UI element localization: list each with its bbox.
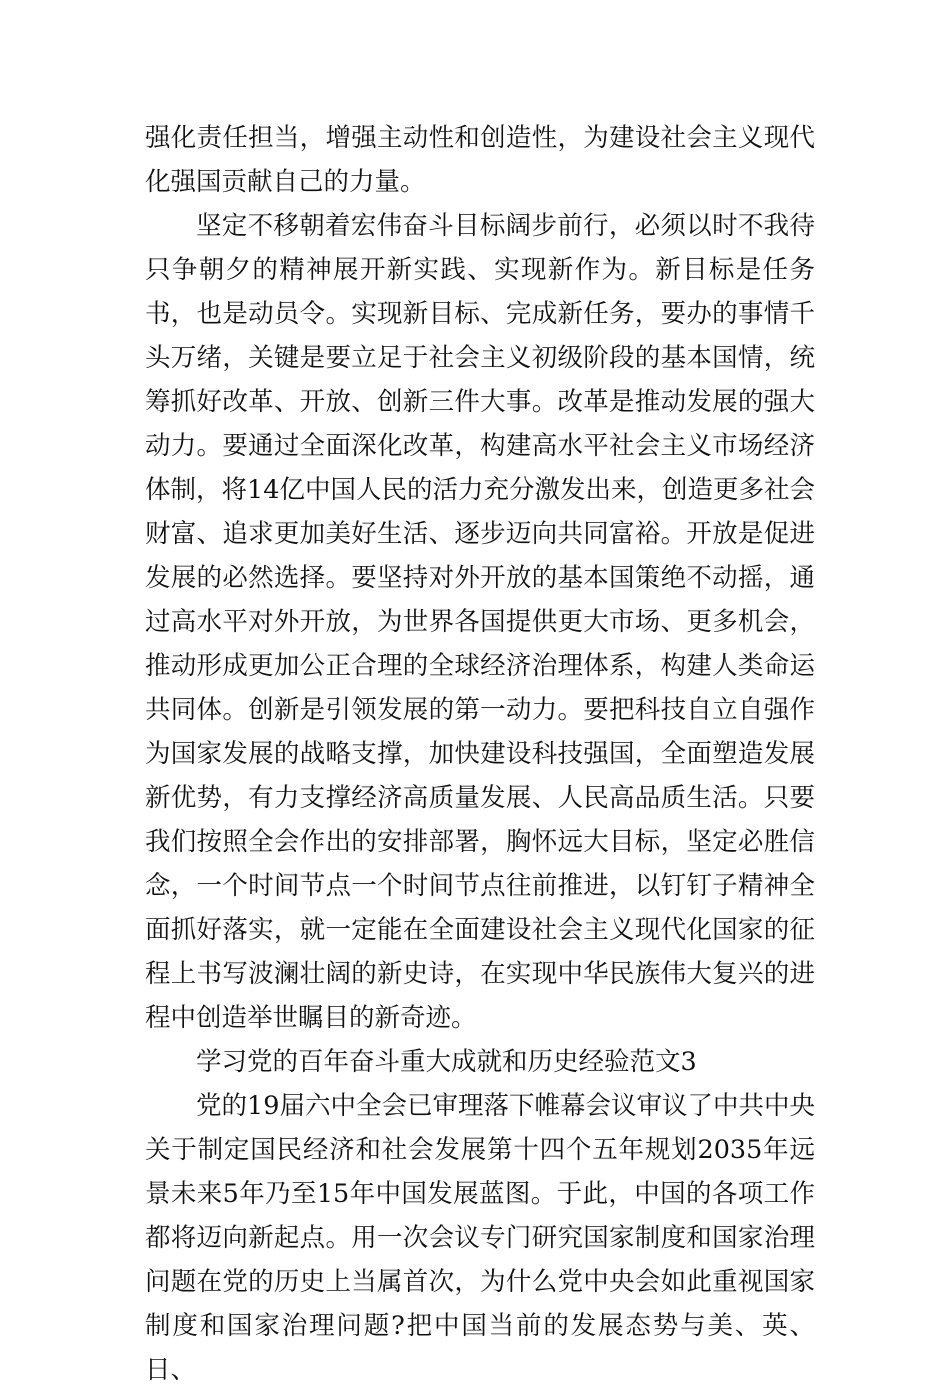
paragraph-continuation: 强化责任担当，增强主动性和创造性，为建设社会主义现代化强国贡献自己的力量。 (145, 123, 815, 197)
paragraph-main: 坚定不移朝着宏伟奋斗目标阔步前行，必须以时不我待只争朝夕的精神展开新实践、实现新作为。新目标是任务书，也是动员令。实现新目标、完成新任务，要办的事情千头万绪，关键是要立足于社会主义初级阶段的基本国情，统筹抓好改革、开放、创新三件大事。改革是推动发展的强大动力。要通过全面深化改革，构建高水平社会主义市场经济体制，将14亿中国人民的活力充分激发出来，创造更多社会财富、追求更加美好生活、逐步迈向共同富裕。开放是促进发展的必然选择。要坚持对外开放的基本国策绝不动摇，通过高水平对外开放，为世界各国提供更大市场、更多机会，推动形成更加公正合理的全球经济治理体系，构建人类命运共同体。创新是引领发展的第一动力。要把科技自立自强作为国家发展的战略支撑，加快建设科技强国，全面塑造发展新优势，有力支撑经济高质量发展、人民高品质生活。只要我们按照全会作出的安排部署，胸怀远大目标，坚定必胜信念，一个时间节点一个时间节点往前推进，以钉钉子精神全面抓好落实，就一定能在全面建设社会主义现代化国家的征程上书写波澜壮阔的新史诗，在实现中华民族伟大复兴的进程中创造举世瞩目的新奇迹。 (145, 211, 815, 1033)
paragraph-section-start: 党的19届六中全会已审理落下帷幕会议审议了中共中央关于制定国民经济和社会发展第十四个五年规划2035年远景未来5年乃至15年中国发展蓝图。于此，中国的各项工作都将迈向新起点。用一次会议专门研究国家制度和国家治理问题在党的历史上当属首次，为什么党中央会如此重视国家制度和国家治理问题?把中国当前的发展态势与美、英、日、 (145, 1091, 815, 1385)
section-heading: 学习党的百年奋斗重大成就和历史经验范文3 (196, 1047, 697, 1077)
document-body (145, 116, 815, 1392)
